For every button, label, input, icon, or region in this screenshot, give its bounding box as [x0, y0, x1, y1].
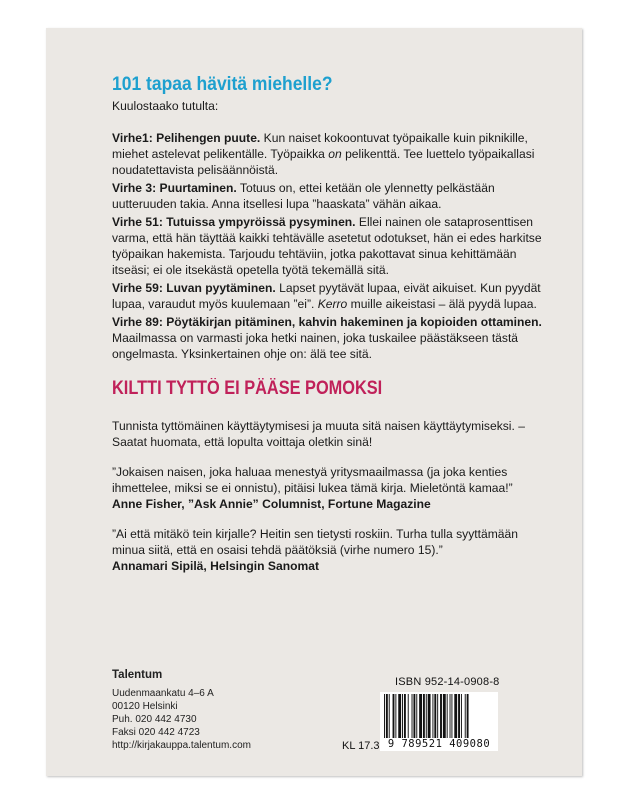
quote-text: ”Ai että mitäkö tein kirjalle? Heitin sen tietysti roskiin. Turha tulla syyttämään minua siitä, että en osaisi tehdä päätöksiä (virhe numero 15).” — [112, 527, 518, 557]
virhe-text: Maailmassa on varmasti joka hetki nainen, joka tuskailee päästäkseen tästä ongelmasta. Yksinkertainen ohje on: älä tee sitä. — [112, 331, 519, 361]
virhe-italic: Kerro — [317, 297, 348, 311]
virhe-text: Kun naiset kokoontuvat työpaikalle kuin piknikille, miehet astelevat pelikentälle. Työpaikka — [112, 131, 528, 161]
virhe-item — [112, 314, 542, 362]
review-quote — [112, 526, 542, 574]
quote-source: Anne Fisher, ”Ask Annie” Columnist, Fortune Magazine — [112, 497, 431, 511]
virhe-label: Virhe 89: Pöytäkirjan pitäminen, kahvin hakeminen ja kopioiden ottaminen. — [112, 315, 542, 329]
virhe-label: Virhe 51: Tutuissa ympyröissä pysyminen. — [112, 215, 356, 229]
cover-text — [112, 74, 542, 588]
classification-code: KL 17.3 — [342, 740, 380, 752]
review-quote — [112, 464, 542, 512]
virhe-item — [112, 214, 542, 278]
virhe-text: Totuus on, ettei ketään ole ylennetty pelkästään uutteruuden takia. Anna itsellesi lupa ”haaskata” vähän aikaa. — [112, 181, 495, 211]
virhe-text: Ellei nainen ole sataprosenttisen varma, että hän täyttää kaikki tehtävälle asetetut odotukset, hän ei edes harkitse työpaikan hakemista. Tarjoudu tehtäviin, jotka pakottavat sinua kehittämään itseäsi; ei ole itsekästä opetella työtä tekemällä sitä. — [112, 215, 542, 277]
website-line: http://kirjakauppa.talentum.com — [112, 740, 251, 751]
virhe-text-2: pelikenttä. Tee luettelo työpaikallasi noudatettavista pelisäännöistä. — [112, 147, 535, 177]
address-line: Uudenmaankatu 4–6 A — [112, 688, 214, 699]
description-paragraph: Tunnista tyttömäinen käyttäytymisesi ja muuta sitä naisen käyttäytymiseksi. – Saatat huomata, että lopulta voittaja oletkin sinä! — [112, 419, 525, 449]
heading-kiltti-tytto: KILTTI TYTTÖ EI PÄÄSE POMOKSI — [112, 378, 383, 399]
quote-text: ”Jokaisen naisen, joka haluaa menestyä yritysmaailmassa (ja joka kenties ihmettelee, miksi se ei onnistu), pitäisi lukea tämä kirja. Mieletöntä kamaa!” — [112, 465, 513, 495]
virhe-label: Virhe 3: Puurtaminen. — [112, 181, 237, 195]
barcode-digits: 9 789521 409080 — [380, 738, 498, 751]
publisher-name: Talentum — [112, 669, 163, 681]
fax-line: Faksi 020 442 4723 — [112, 727, 200, 738]
virhe-italic: on — [328, 147, 342, 161]
virhe-text-2: muille aikeistasi – älä pyydä lupaa. — [347, 297, 537, 311]
virhe-label: Virhe1: Pelihengen puute. — [112, 131, 261, 145]
address-line: 00120 Helsinki — [112, 701, 178, 712]
virhe-item — [112, 180, 542, 212]
phone-line: Puh. 020 442 4730 — [112, 714, 197, 725]
intro-text: Kuulostaako tutulta: — [112, 99, 219, 113]
virhe-item — [112, 130, 542, 178]
isbn-text: ISBN 952-14-0908-8 — [395, 676, 500, 688]
quote-source: Annamari Sipilä, Helsingin Sanomat — [112, 559, 319, 573]
heading-101-tapaa: 101 tapaa hävitä miehelle? — [112, 74, 333, 95]
virhe-label: Virhe 59: Luvan pyytäminen. — [112, 281, 276, 295]
barcode-icon — [380, 692, 498, 740]
virhe-item — [112, 280, 542, 312]
virhe-text: Lapset pyytävät lupaa, eivät aikuiset. Kun pyydät lupaa, varaudut myös kuulemaan ”ei”. — [112, 281, 541, 311]
